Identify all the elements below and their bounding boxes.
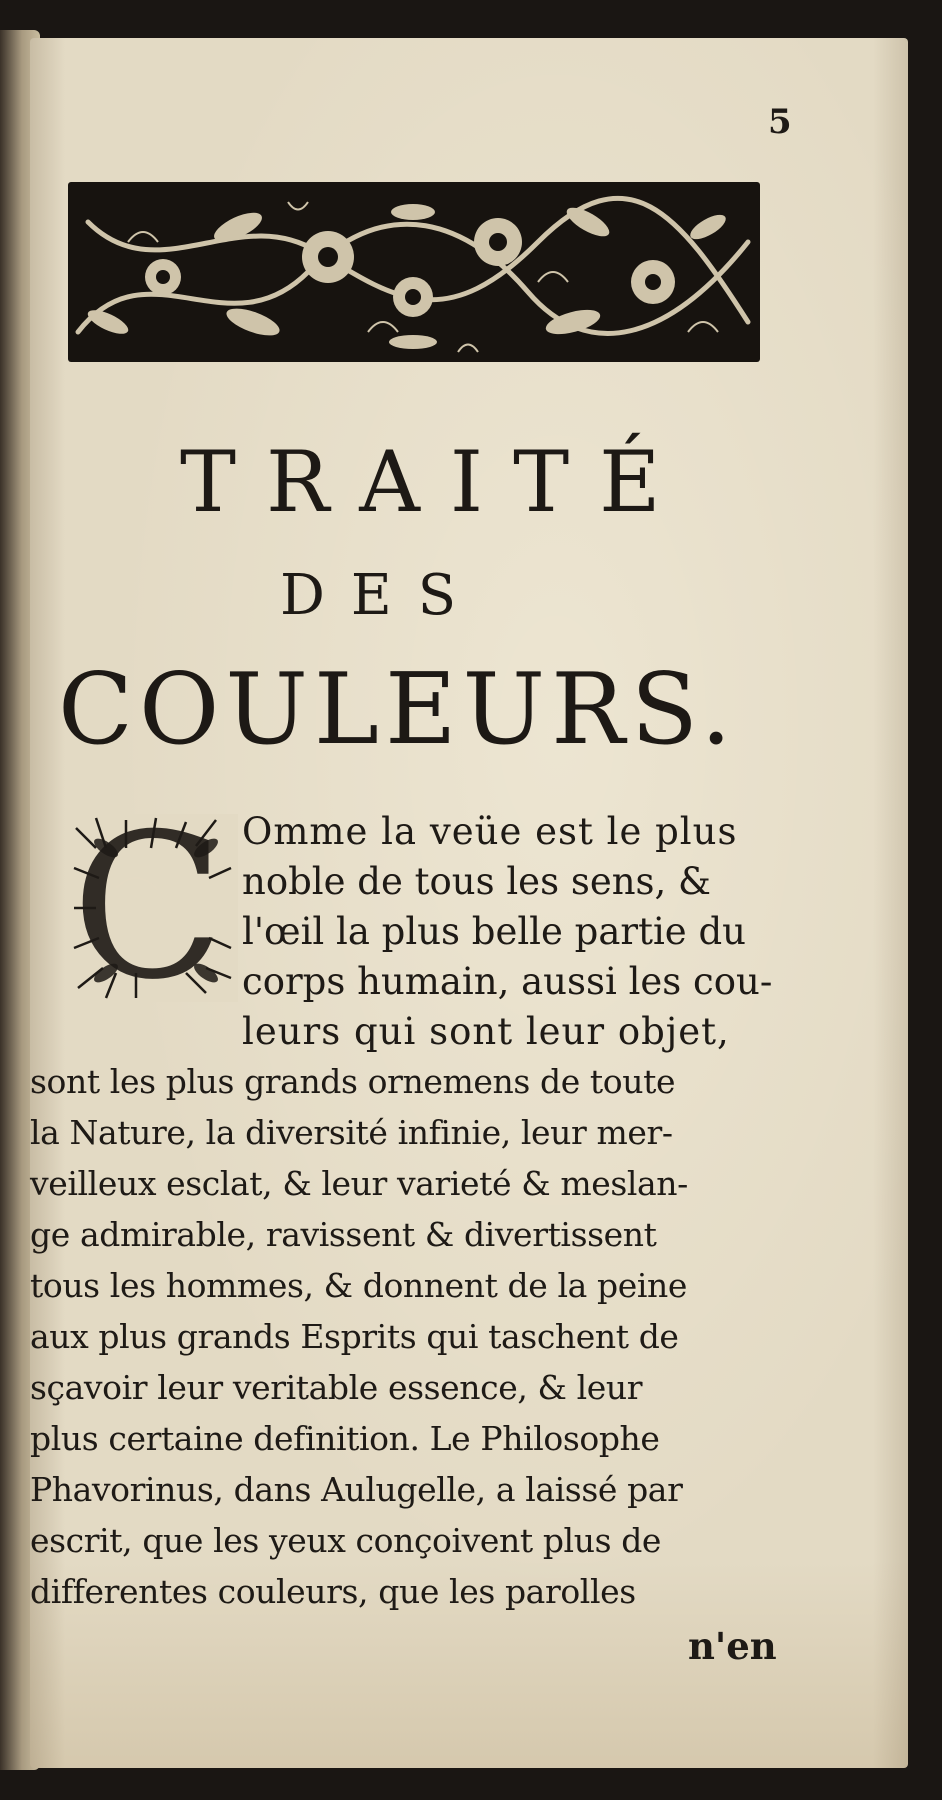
title-line-3: COULEURS. <box>58 653 738 767</box>
text-line: tous les hommes, & donnent de la peine <box>30 1266 688 1305</box>
book-page <box>30 38 908 1768</box>
text-line: corps humain, aussi les cou- <box>242 960 773 1003</box>
title-line-1: TRAITÉ <box>180 433 691 531</box>
text-line: sont les plus grands ornemens de toute <box>30 1062 676 1101</box>
text-line: Omme la veüe est le plus <box>242 810 738 853</box>
text-line: noble de tous les sens, & <box>242 860 711 903</box>
text-line: aux plus grands Esprits qui taschent de <box>30 1317 679 1356</box>
text-line: la Nature, la diversité infinie, leur mer- <box>30 1113 673 1152</box>
text-line: plus certaine definition. Le Philosophe <box>30 1419 660 1458</box>
initial-letter: C <box>71 808 225 1008</box>
catchword: n'en <box>688 1624 777 1668</box>
text-line: veilleux esclat, & leur varieté & meslan- <box>30 1164 688 1203</box>
text-line: leurs qui sont leur objet, <box>242 1010 730 1053</box>
text-line: sçavoir leur veritable essence, & leur <box>30 1368 643 1407</box>
title-line-2: DES <box>280 563 483 628</box>
text-line: differentes couleurs, que les parolles <box>30 1572 636 1611</box>
floral-headpiece-ornament <box>68 182 760 362</box>
text-line: Phavorinus, dans Aulugelle, a laissé par <box>30 1470 683 1509</box>
text-line: ge admirable, ravissent & divertissent <box>30 1215 657 1254</box>
initial-background-icon <box>66 808 242 1008</box>
page-number: 5 <box>768 102 792 142</box>
text-line: escrit, que les yeux conçoivent plus de <box>30 1521 662 1560</box>
text-line: l'œil la plus belle partie du <box>242 910 746 953</box>
foliated-initial-ornament <box>66 808 242 1008</box>
